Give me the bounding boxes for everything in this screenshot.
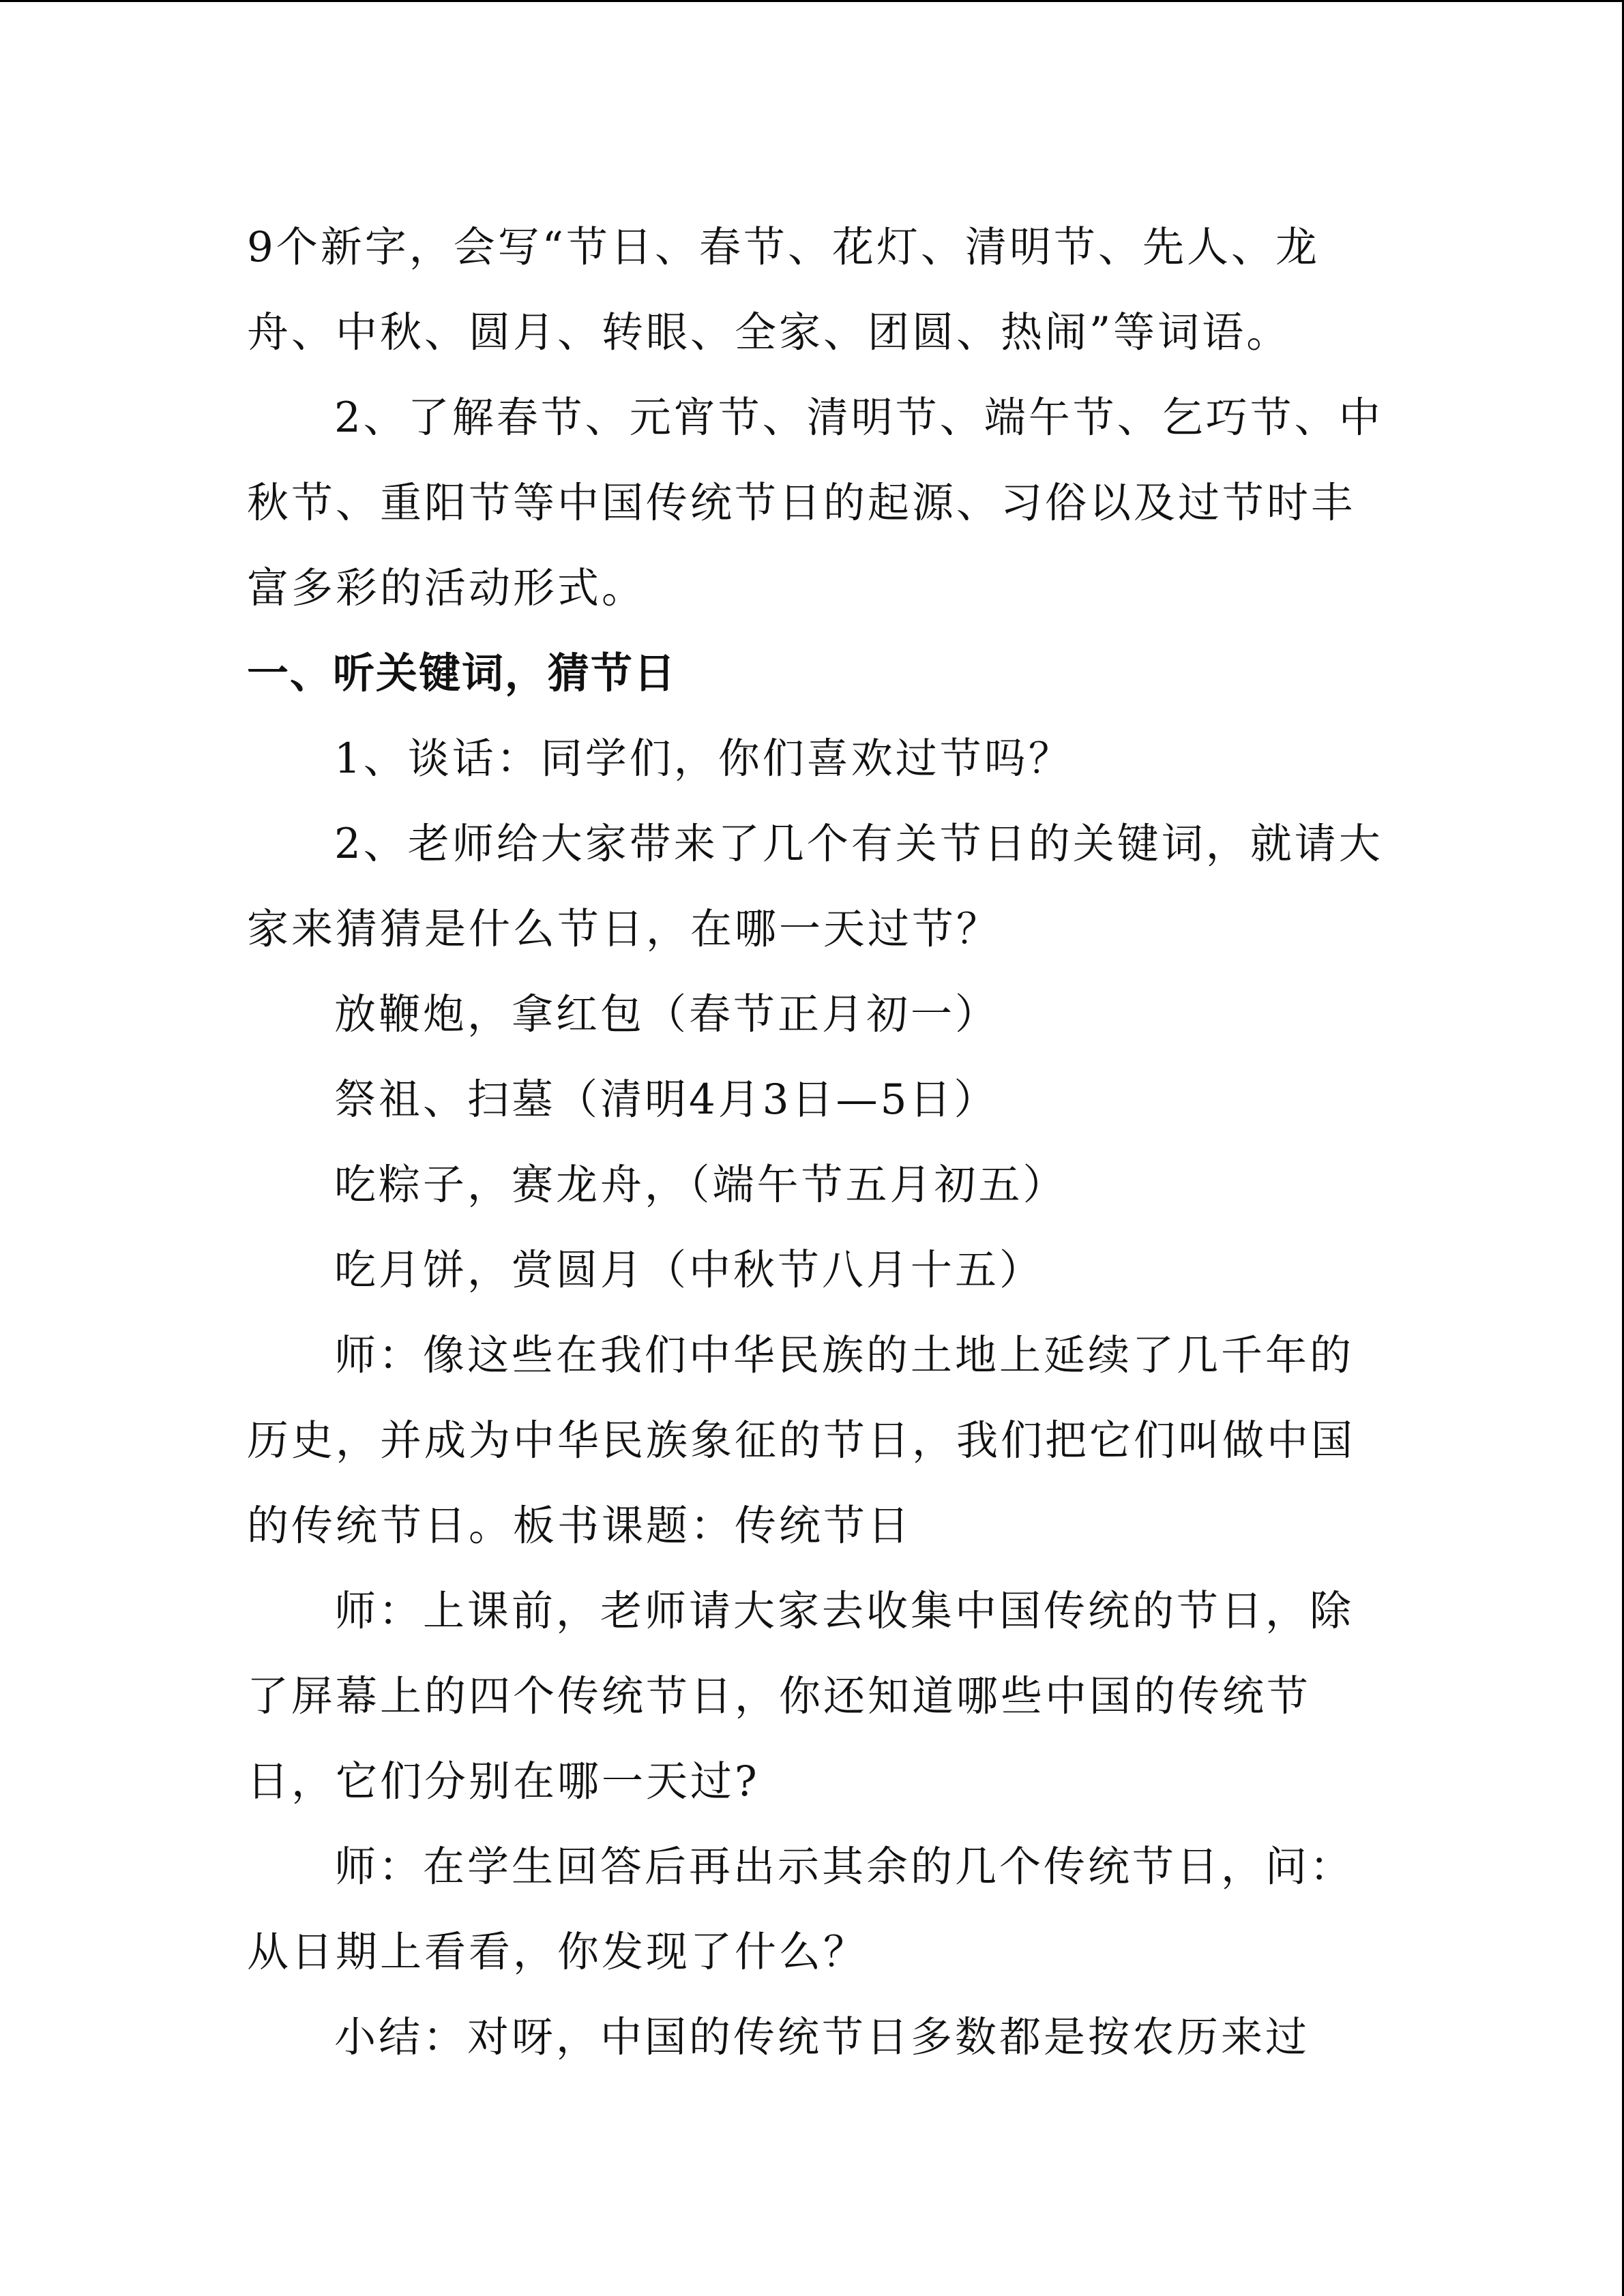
text-line: 师：上课前，老师请大家去收集中国传统的节日，除 [334,1587,1355,1635]
text-line: 2、老师给大家带来了几个有关节日的关键词，就请大 [334,820,1383,868]
text-line: 吃粽子，赛龙舟，（端午节五月初五） [334,1161,1067,1209]
text-line: 祭祖、扫墓（清明4月3日—5日） [334,1075,999,1124]
text-line: 从日期上看看，你发现了什么？ [247,1928,868,1976]
section-heading: 一、听关键词，猜节日 [247,649,677,698]
text-line: 秋节、重阳节等中国传统节日的起源、习俗以及过节时丰 [247,479,1356,527]
text-line: 日，它们分别在哪一天过? [247,1757,760,1806]
text-line: 了屏幕上的四个传统节日，你还知道哪些中国的传统节 [247,1672,1312,1720]
text-line: 舟、中秋、圆月、转眼、全家、团圆、热闹”等词语。 [247,308,1291,357]
text-line: 师：在学生回答后再出示其余的几个传统节日，问： [334,1843,1355,1891]
text-line: 富多彩的活动形式。 [247,564,647,612]
text-line: 小结：对呀，中国的传统节日多数都是按农历来过 [334,2013,1310,2061]
text-line: 家来猜猜是什么节日，在哪一天过节？ [247,905,1001,953]
text-line: 吃月饼，赏圆月（中秋节八月十五） [334,1246,1044,1294]
document-body [247,205,1406,2080]
text-line: 师：像这些在我们中华民族的土地上延续了几千年的 [334,1331,1355,1380]
text-line: 放鞭炮，拿红包（春节正月初一） [334,990,1000,1039]
text-line: 1、谈话：同学们，你们喜欢过节吗？ [334,734,1073,783]
text-line: 9个新字，会写“节日、春节、花灯、清明节、先人、龙 [247,223,1320,271]
text-line: 历史，并成为中华民族象征的节日，我们把它们叫做中国 [247,1416,1356,1465]
text-line: 2、了解春节、元宵节、清明节、端午节、乞巧节、中 [334,393,1383,442]
text-line: 的传统节日。板书课题：传统节日 [247,1502,913,1550]
